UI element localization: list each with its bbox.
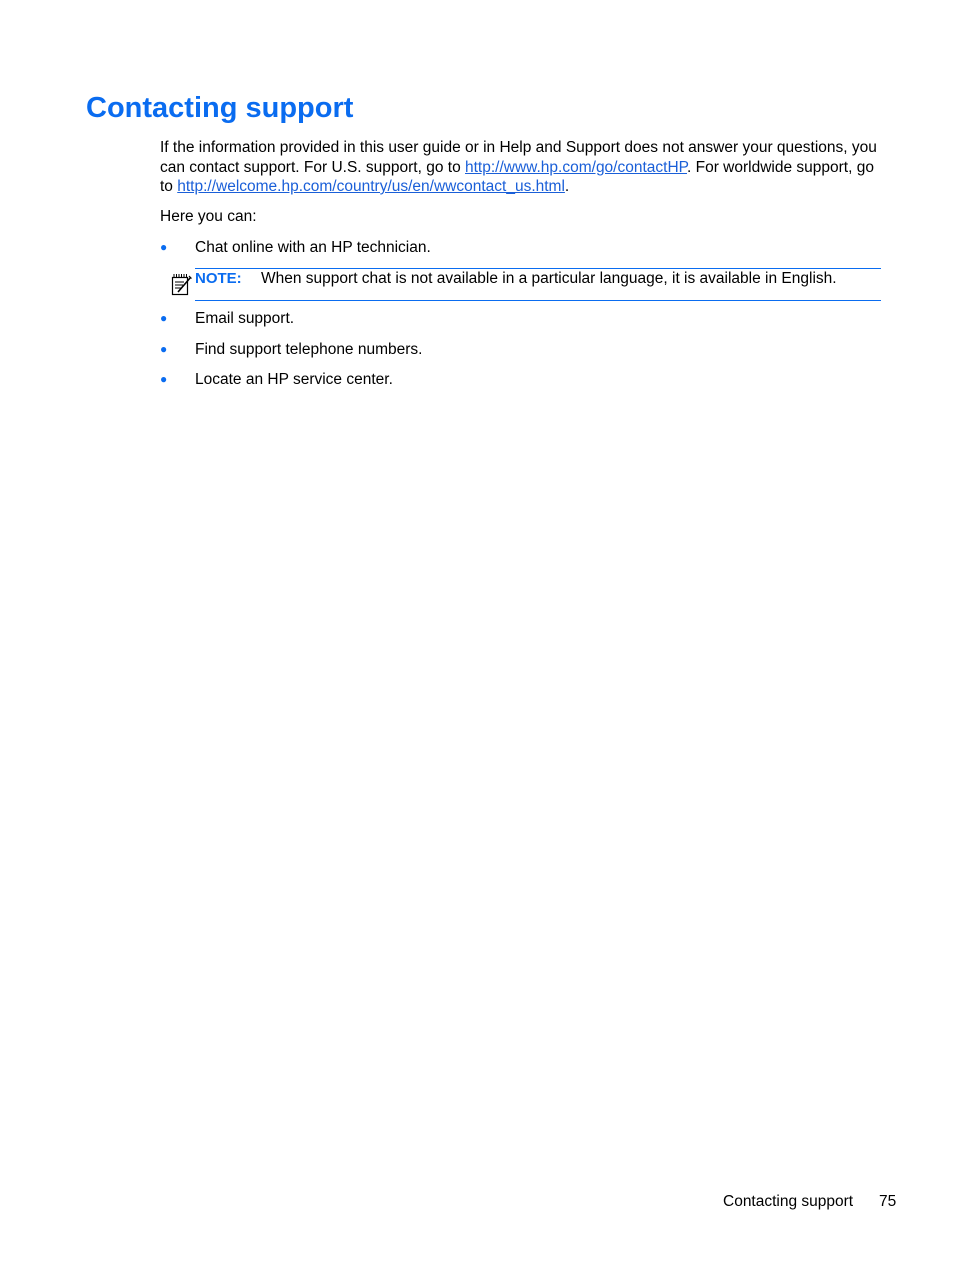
intro-paragraph [160, 138, 880, 197]
page-title: Contacting support [86, 92, 354, 124]
list-item-text: Locate an HP service center. [195, 371, 393, 388]
list-item-text: Email support. [195, 310, 295, 327]
note-box [195, 268, 881, 301]
footer-section-title: Contacting support [723, 1193, 854, 1210]
note-text: When support chat is not available in a particular language, it is available in English. [261, 270, 837, 287]
page-number: 75 [879, 1193, 897, 1210]
bullet-icon: ● [160, 342, 168, 356]
bullet-icon: ● [160, 240, 168, 254]
list-item-text: Find support telephone numbers. [195, 341, 423, 358]
worldwide-contact-link[interactable]: http://welcome.hp.com/country/us/en/wwcontact_us.html [177, 178, 565, 195]
intro-text-3: . [564, 178, 570, 195]
intro-text-2: . For worldwide support, go to [160, 158, 874, 195]
contact-hp-link[interactable]: http://www.hp.com/go/contactHP [465, 158, 687, 176]
bullet-icon: ● [160, 311, 168, 325]
list-item-text: Chat online with an HP technician. [195, 239, 431, 256]
intro-text-1: If the information provided in this user guide or in Help and Support does not answer your questions, you can contact support. For U.S. support, go to [160, 139, 877, 176]
note-icon [170, 272, 192, 296]
note-label: NOTE: [195, 270, 242, 287]
here-you-can-text: Here you can: [160, 208, 257, 225]
bullet-icon: ● [160, 372, 168, 386]
